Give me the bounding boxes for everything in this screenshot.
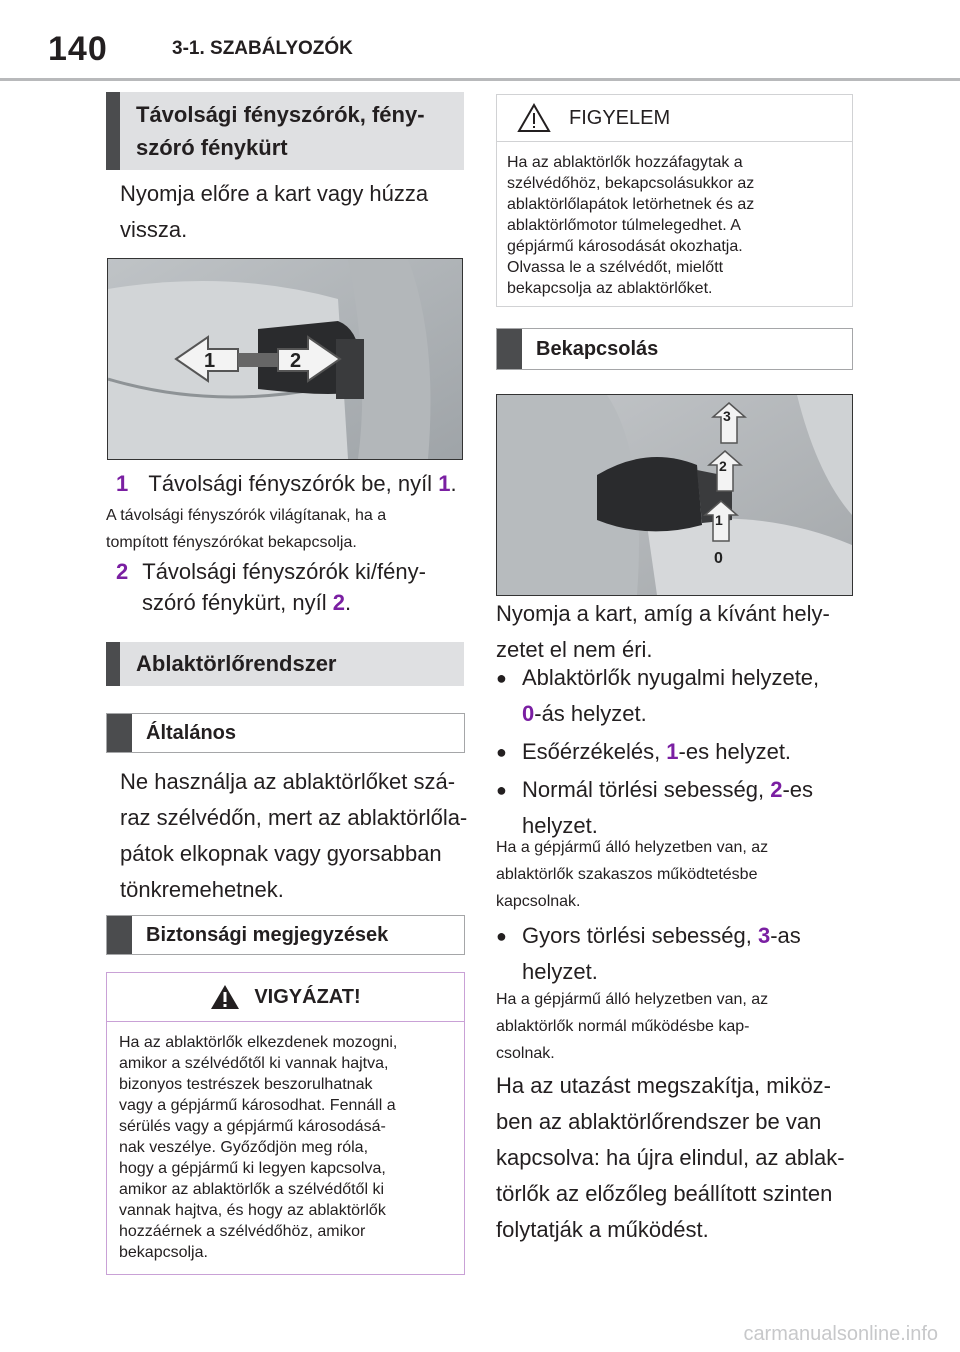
bullet-text: helyzet.	[522, 813, 598, 838]
text-line: kapcsolva: ha újra elindul, az ablak-	[496, 1145, 845, 1170]
subheading-text: Általános	[146, 721, 237, 744]
list-item	[496, 918, 856, 990]
list-item-2	[116, 556, 476, 618]
text-line: Ha az ablaktörlők hozzáfagytak a	[507, 154, 743, 171]
wiper-lever-photo	[496, 394, 853, 596]
text-line: bekapcsolja.	[119, 1244, 208, 1261]
text-line: ablaktörlőlapátok letörhetnek és az	[507, 196, 755, 213]
bullet-icon: ●	[496, 780, 507, 800]
position-number: 3	[757, 923, 771, 948]
text-line: sérülés vagy a gépjármű károsodásá-	[119, 1118, 386, 1135]
page-number: 140	[48, 30, 108, 68]
text-line: szélvédőhöz, bekapcsolásukkor az	[507, 175, 755, 192]
item-text: Távolsági fényszórók ki/fény-	[142, 559, 426, 584]
text-line: folytatják a működést.	[496, 1217, 709, 1242]
notice-title: FIGYELEM	[569, 106, 671, 129]
bullet-icon: ●	[496, 668, 507, 688]
text-line: Olvassa le a szélvédőt, mielőtt	[507, 259, 724, 276]
text-line: Ne használja az ablaktörlőket szá-	[120, 769, 456, 794]
position-number: 0	[522, 701, 535, 726]
figure-label-0: 0	[714, 550, 723, 567]
warning-header	[107, 973, 464, 1021]
heading-bar	[106, 92, 120, 170]
bullet-text: helyzet.	[522, 959, 598, 984]
bullet-list	[496, 660, 856, 844]
bullet-icon: ●	[496, 926, 507, 946]
figure-label-2b: 2	[719, 458, 727, 474]
text-line: zetet el nem éri.	[496, 637, 653, 662]
text-line: vagy a gépjármű károsodhat. Fennáll a	[119, 1097, 396, 1114]
warning-box	[106, 972, 465, 1275]
bullet-text: Gyors törlési sebesség,	[522, 923, 758, 948]
header-rule	[0, 78, 960, 81]
bullet-text: -ás helyzet.	[534, 701, 647, 726]
text-line: vissza.	[120, 217, 188, 242]
heading-line: szóró fénykürt	[136, 135, 288, 160]
warning-title: VIGYÁZAT!	[254, 985, 361, 1008]
figure-label-3: 3	[723, 408, 731, 424]
text-line: bekapcsolja az ablaktörlőket.	[507, 280, 713, 297]
arrow-ref: 1	[438, 471, 451, 496]
heading-text: Ablaktörlőrendszer	[136, 651, 337, 677]
item-text: szóró fénykürt, nyíl	[142, 590, 333, 615]
arrow-ref: 2	[332, 590, 345, 615]
text-line: ablaktörlők szakaszos működtetésbe	[496, 866, 758, 883]
high-beam-note	[106, 502, 466, 556]
bullet-text: -es	[782, 777, 814, 802]
list-item-1	[116, 466, 476, 502]
text-line: ben az ablaktörlőrendszer be van	[496, 1109, 822, 1134]
heading-bar	[106, 642, 120, 686]
subheading-text: Bekapcsolás	[536, 337, 659, 360]
item-number: 1	[116, 471, 129, 496]
item-end: .	[345, 590, 352, 615]
text-line: hozzáérnek a szélvédőhöz, amikor	[119, 1223, 366, 1240]
list-item	[496, 660, 856, 732]
warning-icon	[210, 984, 240, 1010]
watermark: carmanualsonline.info	[743, 1323, 938, 1345]
text-line: raz szélvédőn, mert az ablaktörlőla-	[120, 805, 468, 830]
text-line: Ha az utazást megszakítja, miköz-	[496, 1073, 832, 1098]
text-line: amikor az ablaktörlők a szélvédőtől ki	[119, 1181, 385, 1198]
list-item	[496, 734, 856, 770]
figure-label-1b: 1	[715, 512, 723, 528]
wiper-paragraph	[120, 764, 470, 908]
item-number: 2	[116, 559, 129, 584]
heading-wiper-system	[106, 642, 464, 686]
subheading-switch-on	[496, 328, 853, 370]
text-line: amikor a szélvédőtől ki vannak hajtva,	[119, 1055, 389, 1072]
caution-icon	[517, 103, 551, 133]
wiper-outro	[496, 1068, 856, 1248]
text-line: A távolsági fényszórók világítanak, ha a	[106, 507, 387, 524]
subheading-safety	[106, 915, 465, 955]
notice-box	[496, 94, 853, 307]
item-text: Távolsági fényszórók be, nyíl	[148, 471, 439, 496]
high-beam-intro	[120, 176, 470, 248]
text-line: ablaktörlőmotor túlmelegedhet. A	[507, 217, 741, 234]
text-line: hogy a gépjármű ki legyen kapcsolva,	[119, 1160, 386, 1177]
heading-text	[120, 98, 425, 164]
warning-text	[107, 1021, 464, 1277]
bullet-text: Normál törlési sebesség,	[522, 777, 771, 802]
text-line: Ha az ablaktörlők elkezdenek mozogni,	[119, 1034, 398, 1051]
lever-illustration	[108, 259, 462, 459]
text-line: tönkremehetnek.	[120, 877, 284, 902]
item-end: .	[450, 471, 457, 496]
text-line: törlők az előzőleg beállított szinten	[496, 1181, 833, 1206]
text-line: Nyomja előre a kart vagy húzza	[120, 181, 429, 206]
text-line: Nyomja a kart, amíg a kívánt hely-	[496, 601, 830, 626]
subheading-bar	[107, 714, 132, 752]
heading-line: Távolsági fényszórók, fény-	[136, 102, 425, 127]
figure-label-2: 2	[290, 350, 302, 372]
note-intermittent	[496, 834, 856, 915]
note-normal	[496, 986, 856, 1067]
wiper-lever-illustration	[497, 395, 852, 595]
heading-high-beam	[106, 92, 464, 170]
subheading-bar	[497, 329, 522, 369]
bullet-text: Ablaktörlők nyugalmi helyzete,	[522, 665, 820, 690]
subheading-text: Biztonsági megjegyzések	[146, 923, 389, 946]
high-beam-lever-photo	[107, 258, 463, 460]
text-line: Ha a gépjármű álló helyzetben van, az	[496, 839, 769, 856]
section-title: 3-1. SZABÁLYOZÓK	[172, 38, 353, 59]
subheading-general	[106, 713, 465, 753]
text-line: ablaktörlők normál működésbe kap-	[496, 1018, 750, 1035]
position-number: 2	[770, 777, 783, 802]
text-line: vannak hajtva, és hogy az ablaktörlők	[119, 1202, 386, 1219]
bullet-text: -es helyzet.	[678, 739, 792, 764]
bullet-text: Esőérzékelés,	[522, 739, 667, 764]
text-line: bizonyos testrészek beszorulhatnak	[119, 1076, 373, 1093]
position-number: 1	[666, 739, 679, 764]
text-line: csolnak.	[496, 1045, 555, 1062]
figure-label-1: 1	[204, 350, 216, 372]
text-line: gépjármű károsodását okozhatja.	[507, 238, 743, 255]
notice-header	[497, 95, 852, 141]
text-line: Ha a gépjármű álló helyzetben van, az	[496, 991, 769, 1008]
notice-text	[497, 141, 852, 311]
bullet-text: -as	[770, 923, 801, 948]
subheading-bar	[107, 916, 132, 954]
text-line: nak veszélye. Győződjön meg róla,	[119, 1139, 369, 1156]
wiper-intro	[496, 596, 856, 668]
text-line: tompított fényszórókat bekapcsolja.	[106, 534, 357, 551]
bullet-icon: ●	[496, 742, 507, 762]
bullet-list-2	[496, 918, 856, 990]
text-line: kapcsolnak.	[496, 893, 581, 910]
text-line: pátok elkopnak vagy gyorsabban	[120, 841, 442, 866]
